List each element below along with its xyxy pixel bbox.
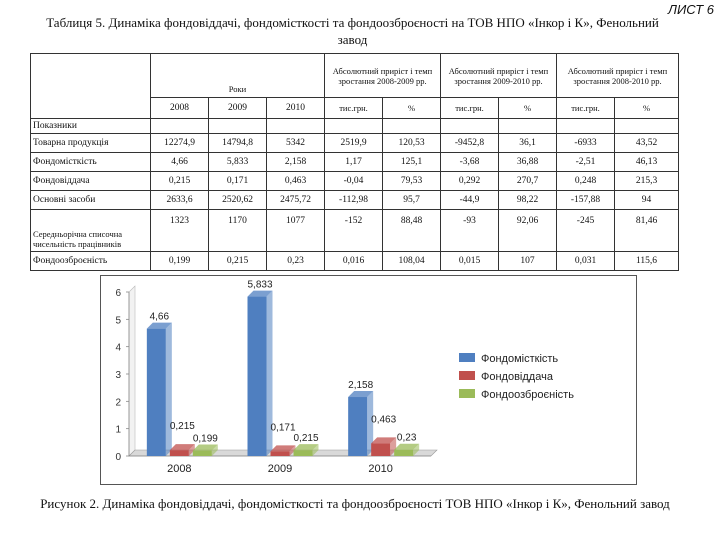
y-tick-label: 3	[115, 370, 121, 381]
bar	[394, 450, 413, 456]
table-row-indicators-label	[31, 119, 679, 134]
table-cell: 115,6	[615, 252, 679, 271]
legend-label: Фондомісткість	[481, 353, 559, 365]
data-table	[30, 53, 679, 271]
table-cell: 36,88	[499, 153, 557, 172]
data-label: 2,158	[348, 380, 374, 392]
chart-svg	[101, 276, 636, 484]
header-year-2010: 2010	[267, 98, 325, 119]
table-cell: 2519,9	[325, 134, 383, 153]
table-row	[31, 252, 679, 271]
header-unit-abs: тис.грн.	[441, 98, 499, 119]
table-header-row	[31, 54, 679, 98]
table-cell: 0,215	[209, 252, 267, 271]
y-tick-label: 6	[115, 288, 121, 299]
table-cell: -0,04	[325, 172, 383, 191]
table-cell: -44,9	[441, 191, 499, 210]
header-unit-pct: %	[383, 98, 441, 119]
table-row	[31, 172, 679, 191]
header-year-2009: 2009	[209, 98, 267, 119]
legend-swatch	[459, 353, 475, 362]
bar	[294, 450, 313, 456]
row-label: Товарна продукція	[31, 134, 151, 153]
header-indicators: Показники	[31, 119, 151, 134]
bar	[271, 451, 290, 456]
table-cell: 4,66	[151, 153, 209, 172]
table-cell: -152	[325, 210, 383, 252]
table-cell: 1323	[151, 210, 209, 252]
table-row	[31, 134, 679, 153]
table-cell: 98,22	[499, 191, 557, 210]
table-cell: 5,833	[209, 153, 267, 172]
header-corner	[31, 54, 151, 119]
table-cell: 12274,9	[151, 134, 209, 153]
chart-side-wall	[129, 286, 135, 456]
data-label: 0,199	[192, 433, 218, 445]
table-row	[31, 210, 679, 252]
table-cell: -112,98	[325, 191, 383, 210]
table-cell: -9452,8	[441, 134, 499, 153]
bar	[248, 297, 267, 456]
table-cell: 1170	[209, 210, 267, 252]
table-cell: -6933	[557, 134, 615, 153]
table-cell: 36,1	[499, 134, 557, 153]
bar-chart	[100, 275, 637, 485]
sheet-label: ЛИСТ 6	[668, 2, 714, 17]
bar	[147, 329, 166, 456]
legend-label: Фондовіддача	[481, 371, 553, 383]
header-unit-abs: тис.грн.	[325, 98, 383, 119]
table-cell: 0,016	[325, 252, 383, 271]
table-cell: 0,292	[441, 172, 499, 191]
table-cell: 270,7	[499, 172, 557, 191]
table-cell: 0,248	[557, 172, 615, 191]
data-label: 0,23	[396, 432, 417, 444]
table-cell: 79,53	[383, 172, 441, 191]
y-tick-label: 1	[115, 424, 121, 436]
header-unit-pct: %	[499, 98, 557, 119]
table-cell: 120,53	[383, 134, 441, 153]
table-cell: 107	[499, 252, 557, 271]
header-unit-abs: тис.грн.	[557, 98, 615, 119]
row-label: Фондомісткість	[31, 153, 151, 172]
row-label: Фондовіддача	[31, 172, 151, 191]
table-row	[31, 191, 679, 210]
x-tick-label: 2008	[167, 463, 192, 475]
data-label: 0,171	[270, 422, 296, 434]
header-growth-2008-2009: Абсолютний приріст і темп зростання 2008-2009 рр.	[325, 54, 441, 98]
table-cell: 43,52	[615, 134, 679, 153]
y-tick-label: 0	[115, 452, 121, 463]
bar	[170, 450, 189, 456]
table-cell: 0,015	[441, 252, 499, 271]
y-tick-label: 2	[115, 397, 121, 409]
figure-caption: Рисунок 2. Динаміка фондовіддачі, фондомісткості та фондоозброєності ТОВ НПО «Інкор і К», Фенольний завод	[40, 496, 670, 511]
y-tick-label: 5	[115, 315, 121, 327]
table-cell: 14794,8	[209, 134, 267, 153]
table-row	[31, 153, 679, 172]
table-cell: 0,463	[267, 172, 325, 191]
row-label: Основні засоби	[31, 191, 151, 210]
table-cell: 0,23	[267, 252, 325, 271]
table-cell: 81,46	[615, 210, 679, 252]
table-cell: 2475,72	[267, 191, 325, 210]
bar-side-face	[166, 323, 172, 456]
table-title: Таблиця 5. Динаміка фондовіддачі, фондомісткості та фондоозброєності на ТОВ НПО «Інкор і К», Фенольний завод	[46, 15, 659, 47]
bar	[371, 443, 390, 456]
header-unit-pct: %	[615, 98, 679, 119]
header-year-2008: 2008	[151, 98, 209, 119]
y-tick-label: 4	[115, 342, 121, 354]
data-label: 4,66	[149, 311, 170, 323]
table-cell: 0,031	[557, 252, 615, 271]
table-cell: -3,68	[441, 153, 499, 172]
legend-label: Фондоозброєність	[481, 389, 574, 401]
table-cell: 2,158	[267, 153, 325, 172]
data-label: 0,215	[293, 433, 319, 445]
data-label: 5,833	[247, 279, 273, 291]
table-cell: -157,88	[557, 191, 615, 210]
table-cell: 0,199	[151, 252, 209, 271]
header-growth-2009-2010: Абсолютний приріст і темп зростання 2009-2010 рр.	[441, 54, 557, 98]
bar	[193, 451, 212, 456]
table-cell: 108,04	[383, 252, 441, 271]
data-label: 0,463	[371, 414, 397, 426]
x-tick-label: 2009	[267, 463, 293, 475]
x-tick-label: 2010	[368, 463, 393, 475]
data-label: 0,215	[169, 421, 195, 433]
table-cell: -93	[441, 210, 499, 252]
table-cell: 88,48	[383, 210, 441, 252]
table-cell: 94	[615, 191, 679, 210]
bar	[348, 397, 367, 456]
table-cell: 125,1	[383, 153, 441, 172]
table-cell: 1,17	[325, 153, 383, 172]
header-growth-2008-2010: Абсолютний приріст і темп зростання 2008-2010 рр.	[557, 54, 679, 98]
table-cell: 92,06	[499, 210, 557, 252]
legend-swatch	[459, 389, 475, 398]
table-cell: 2633,6	[151, 191, 209, 210]
table-cell: 5342	[267, 134, 325, 153]
table-cell: 0,215	[151, 172, 209, 191]
table-cell: 46,13	[615, 153, 679, 172]
table-cell: 215,3	[615, 172, 679, 191]
header-years: Роки	[151, 54, 325, 98]
table-cell: 1077	[267, 210, 325, 252]
table-cell: 2520,62	[209, 191, 267, 210]
row-label: Фондоозброєність	[31, 252, 151, 271]
table-cell: -245	[557, 210, 615, 252]
table-cell: -2,51	[557, 153, 615, 172]
table-cell: 95,7	[383, 191, 441, 210]
row-label: Середньорічна списочна чисельність працівників	[31, 210, 151, 252]
table-cell: 0,171	[209, 172, 267, 191]
legend-swatch	[459, 371, 475, 380]
